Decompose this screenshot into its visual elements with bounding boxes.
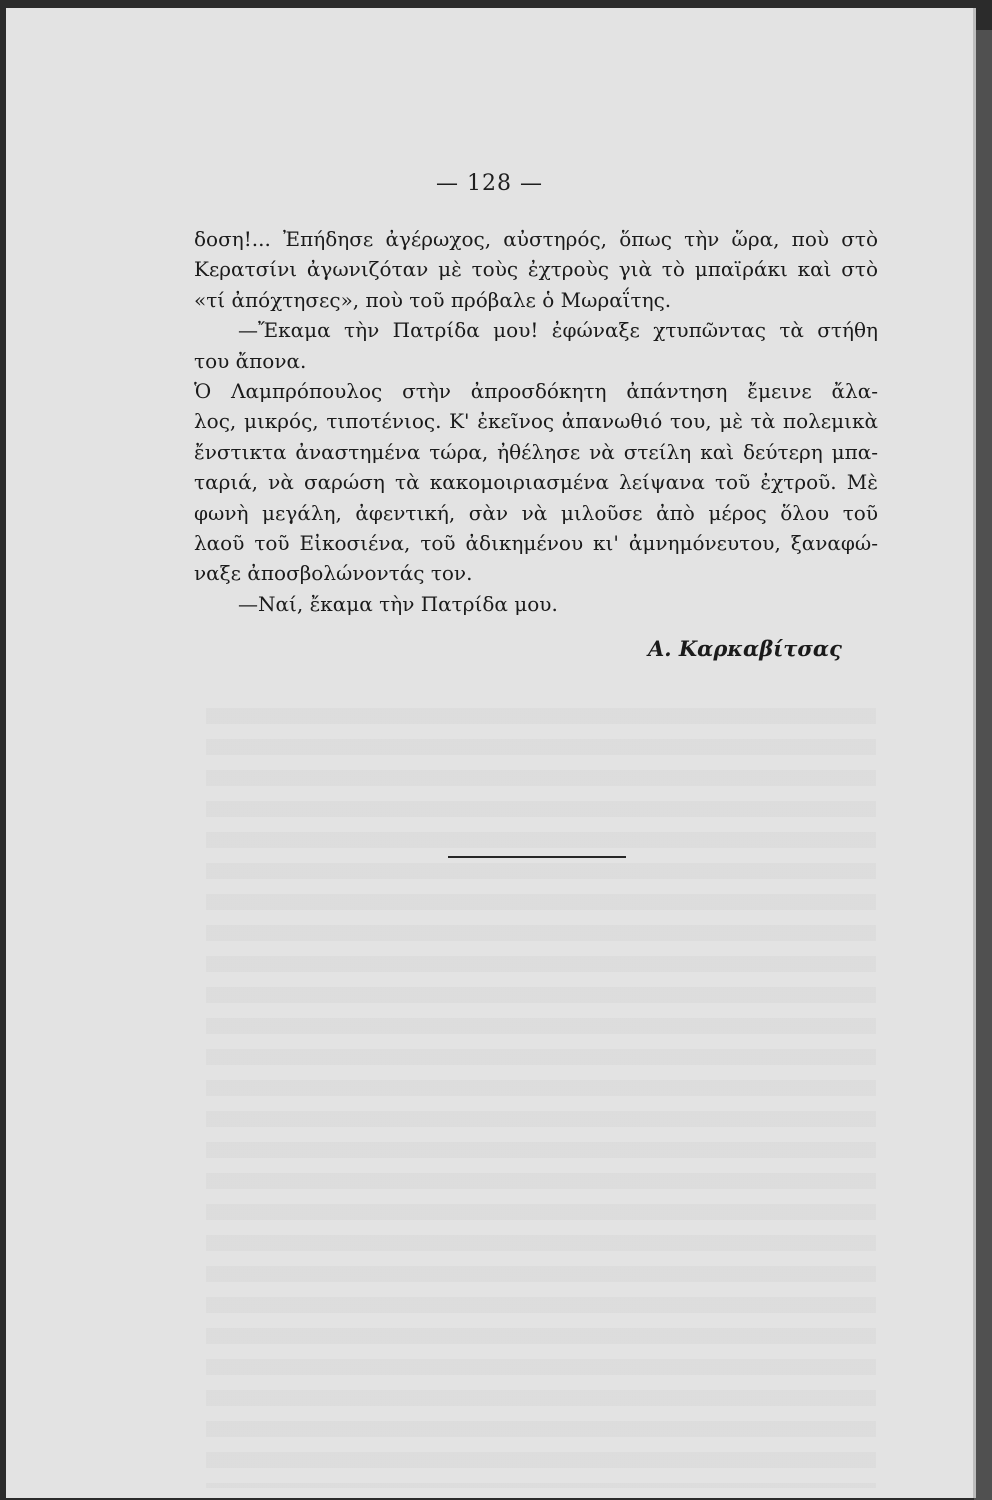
book-page xyxy=(6,8,976,1498)
text-line: λος, μικρός, τιποτένιος. Κ' ἐκεῖνος ἀπανωθιό του, μὲ τὰ πολεμικὰ xyxy=(194,409,878,434)
author-signature: Α. Καρκαβίτσας xyxy=(648,636,842,661)
text-line: «τί ἀπόχτησες», ποὺ τοῦ πρόβαλε ὁ Μωραΐτης. xyxy=(194,287,672,312)
text-line: φωνὴ μεγάλη, ἀφεντική, σὰν νὰ μιλοῦσε ἀπὸ μέρος ὅλου τοῦ xyxy=(194,500,878,525)
text-line: Κερατσίνι ἀγωνιζόταν μὲ τοὺς ἐχτροὺς γιὰ τὸ μπαϊράκι καὶ στὸ xyxy=(194,257,878,282)
body-text xyxy=(194,224,878,619)
text-line: ταριά, νὰ σαρώση τὰ κακομοιριασμένα λείψανα τοῦ ἐχτροῦ. Μὲ xyxy=(194,470,878,495)
text-line: —Ἔκαμα τὴν Πατρίδα μου! ἐφώναξε χτυπῶντας τὰ στήθη xyxy=(238,318,878,343)
page-number: — 128 — xyxy=(436,171,543,196)
text-line: δοση!... Ἐπήδησε ἀγέρωχος, αὐστηρός, ὅπως τὴν ὥρα, ποὺ στὸ xyxy=(194,227,878,251)
text-line: Ὁ Λαμπρόπουλος στὴν ἀπροσδόκητη ἀπάντηση ἔμεινε ἄλα- xyxy=(194,379,878,404)
section-rule xyxy=(448,856,626,858)
text-line: ἔνστικτα ἀναστημένα τώρα, ἠθέλησε νὰ στείλη καὶ δεύτερη μπα- xyxy=(194,439,878,464)
show-through-texture xyxy=(206,708,876,1488)
text-line: —Ναί, ἔκαμα τὴν Πατρίδα μου. xyxy=(238,591,558,616)
text-line: του ἄπονα. xyxy=(194,348,307,373)
text-line: λαοῦ τοῦ Εἰκοσιένα, τοῦ ἀδικημένου κι' ἀμνημόνευτου, ξαναφώ- xyxy=(194,531,878,556)
page-edge-shadow xyxy=(974,30,992,1500)
text-line: ναξε ἀποσβολώνοντάς τον. xyxy=(194,561,473,586)
